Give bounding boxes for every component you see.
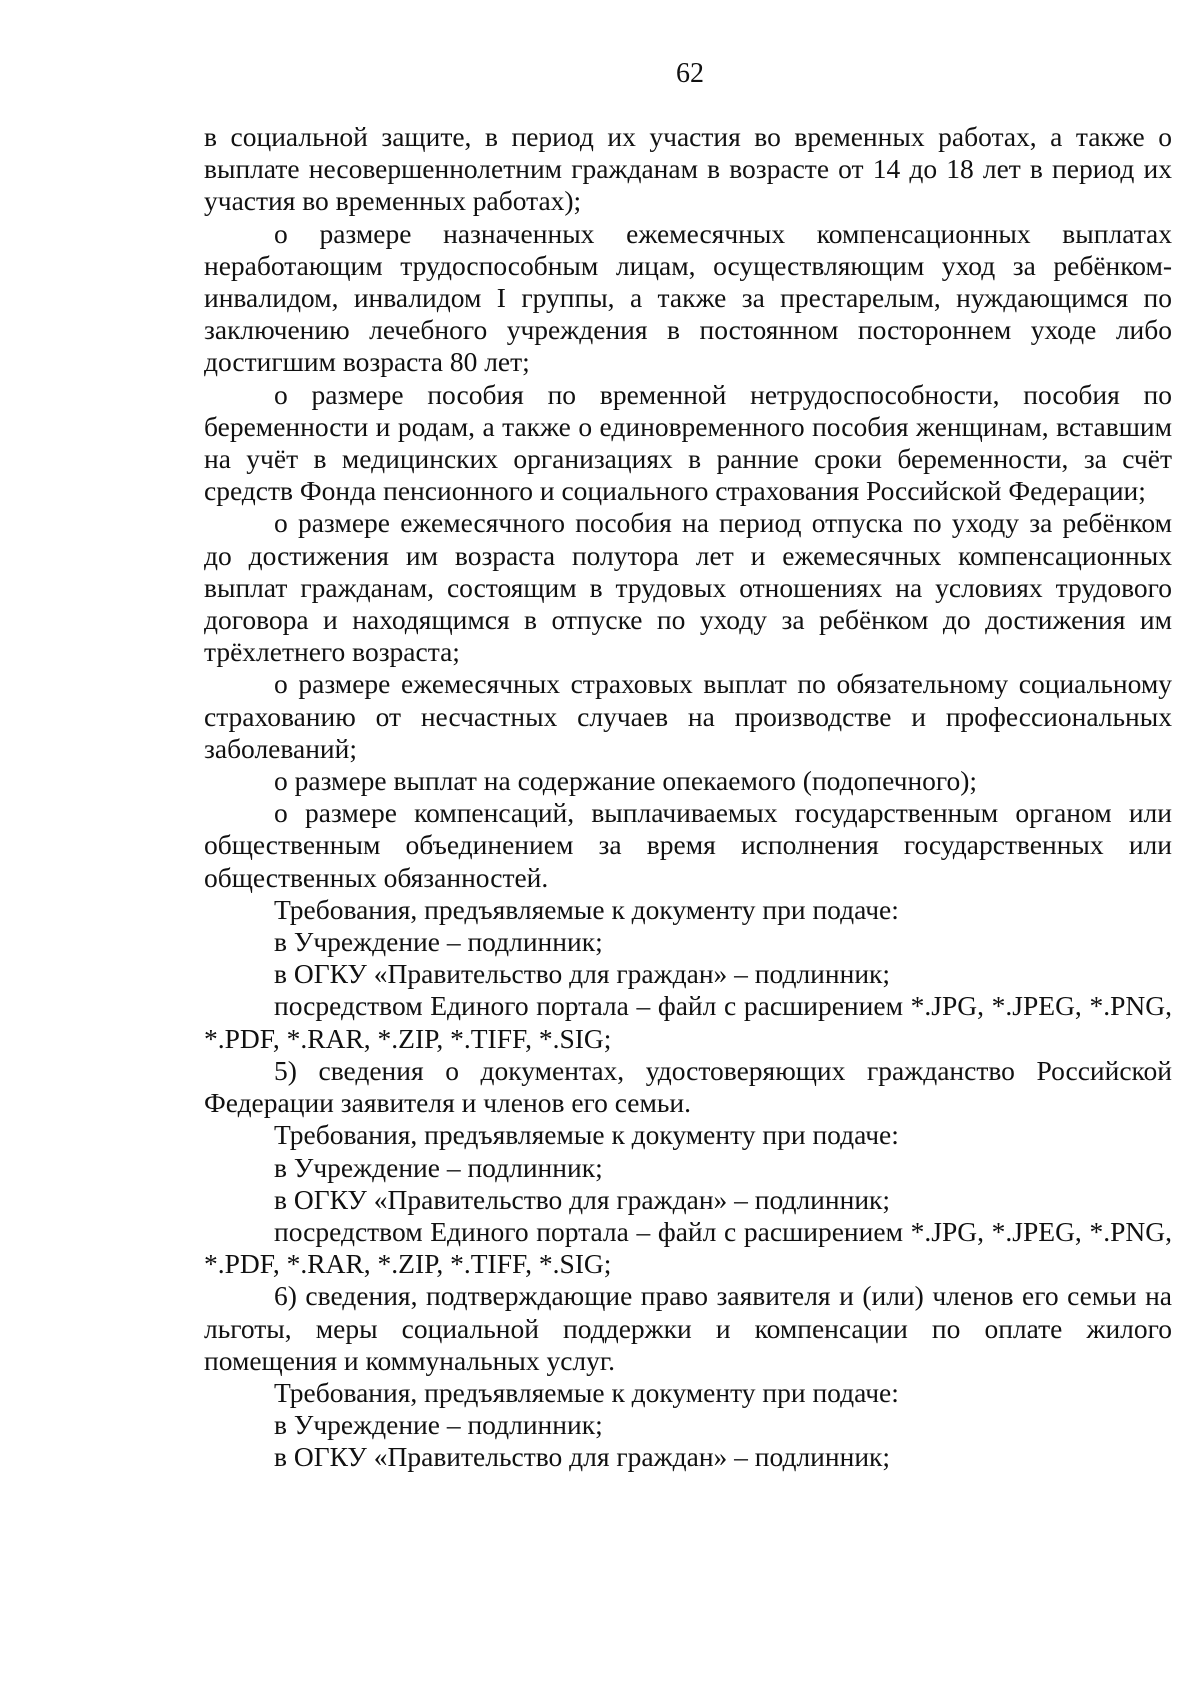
paragraph: в Учреждение – подлинник; — [274, 1151, 603, 1183]
paragraph: Требования, предъявляемые к документу при подаче: — [274, 1119, 899, 1151]
document-body — [204, 121, 1172, 1474]
paragraph: в ОГКУ «Правительство для граждан» – подлинник; — [274, 1183, 891, 1215]
paragraph: посредством Единого портала – файл с расширением *.JPG, *.JPEG, *.PNG, *.PDF, *.RAR, *.ZIP, *.TIFF, *.SIG; — [204, 1215, 1172, 1280]
page-number: 62 — [676, 58, 704, 89]
paragraph: 6) сведения, подтверждающие право заявителя и (или) членов его семьи на льготы, меры социальной поддержки и компенсации по оплате жилого помещения и коммунальных услуг. — [204, 1280, 1172, 1376]
paragraph: о размере назначенных ежемесячных компенсационных выплатах неработающим трудоспособным лицам, осуществляющим уход за ребёнком-инвалидом, инвалидом I группы, а также за престарелым, нуждающимся по заключению лечебного учреждения в постоянном постороннем уходе либо достигшим возраста 80 лет; — [204, 217, 1172, 378]
paragraph: о размере пособия по временной нетрудоспособности, пособия по беременности и родам, а также о единовременного пособия женщинам, вставшим на учёт в медицинских организациях в ранние сроки беременности, за счёт средств Фонда пенсионного и социального страхования Российской Федерации; — [204, 378, 1172, 507]
paragraph: в ОГКУ «Правительство для граждан» – подлинник; — [274, 958, 891, 990]
paragraph: в Учреждение – подлинник; — [274, 1409, 603, 1441]
paragraph: о размере ежемесячного пособия на период отпуска по уходу за ребёнком до достижения им возраста полутора лет и ежемесячных компенсационных выплат гражданам, состоящим в трудовых отношениях на условиях трудового договора и находящимся в отпуске по уходу за ребёнком до достижения им трёхлетнего возраста; — [204, 507, 1172, 668]
paragraph: в Учреждение – подлинник; — [274, 926, 603, 958]
paragraph: в ОГКУ «Правительство для граждан» – подлинник; — [274, 1441, 891, 1473]
paragraph: в социальной защите, в период их участия во временных работах, а также о выплате несовершеннолетним гражданам в возрасте от 14 до 18 лет в период их участия во временных работах); — [204, 121, 1172, 217]
paragraph: 5) сведения о документах, удостоверяющих гражданство Российской Федерации заявителя и членов его семьи. — [204, 1054, 1172, 1119]
paragraph: о размере выплат на содержание опекаемого (подопечного); — [274, 765, 978, 797]
paragraph: Требования, предъявляемые к документу при подаче: — [274, 1376, 899, 1408]
paragraph: посредством Единого портала – файл с расширением *.JPG, *.JPEG, *.PNG, *.PDF, *.RAR, *.ZIP, *.TIFF, *.SIG; — [204, 990, 1172, 1054]
paragraph: о размере компенсаций, выплачиваемых государственным органом или общественным объединением за время исполнения государственных или общественных обязанностей. — [204, 797, 1172, 893]
paragraph: Требования, предъявляемые к документу при подаче: — [274, 893, 899, 925]
paragraph: о размере ежемесячных страховых выплат по обязательному социальному страхованию от несчастных случаев на производстве и профессиональных заболеваний; — [204, 668, 1172, 764]
